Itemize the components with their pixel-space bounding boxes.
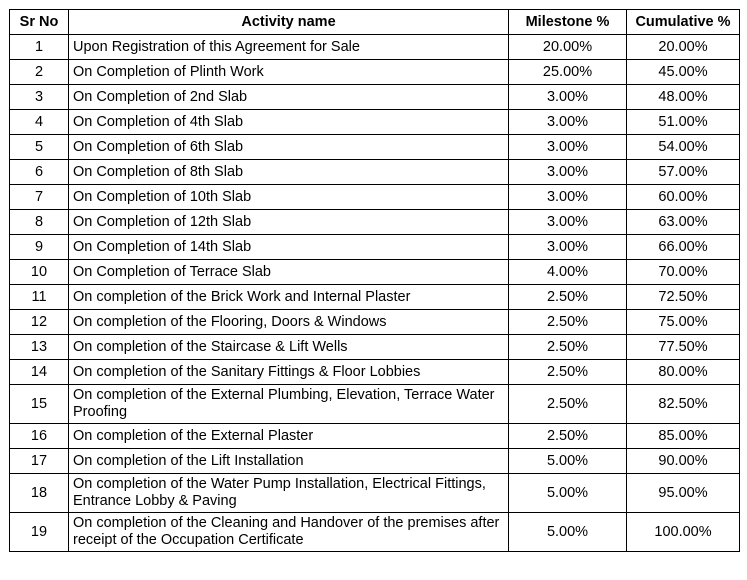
milestone-cell: 2.50% — [509, 385, 627, 424]
sr-no-cell: 2 — [10, 60, 69, 85]
sr-no-cell: 14 — [10, 360, 69, 385]
sr-no-cell: 16 — [10, 424, 69, 449]
sr-no-cell: 12 — [10, 310, 69, 335]
activity-cell: On Completion of Terrace Slab — [69, 260, 509, 285]
activity-cell: On Completion of 4th Slab — [69, 110, 509, 135]
activity-cell: On completion of the Flooring, Doors & Windows — [69, 310, 509, 335]
sr-no-cell: 13 — [10, 335, 69, 360]
cumulative-cell: 60.00% — [627, 185, 740, 210]
cumulative-cell: 48.00% — [627, 85, 740, 110]
milestone-cell: 2.50% — [509, 285, 627, 310]
sr-no-cell: 11 — [10, 285, 69, 310]
milestone-cell: 3.00% — [509, 135, 627, 160]
milestone-cell: 3.00% — [509, 85, 627, 110]
payment-schedule-table — [9, 9, 740, 552]
sr-no-cell: 1 — [10, 35, 69, 60]
sr-no-cell: 18 — [10, 474, 69, 513]
activity-cell: Upon Registration of this Agreement for Sale — [69, 35, 509, 60]
activity-cell: On completion of the Water Pump Installation, Electrical Fittings, Entrance Lobby & Paving — [69, 474, 509, 513]
activity-cell: On Completion of Plinth Work — [69, 60, 509, 85]
table-row — [10, 513, 740, 552]
activity-cell: On Completion of 2nd Slab — [69, 85, 509, 110]
cumulative-cell: 80.00% — [627, 360, 740, 385]
table-row — [10, 160, 740, 185]
cumulative-cell: 63.00% — [627, 210, 740, 235]
cumulative-cell: 20.00% — [627, 35, 740, 60]
cumulative-cell: 54.00% — [627, 135, 740, 160]
activity-cell: On completion of the Brick Work and Internal Plaster — [69, 285, 509, 310]
sr-no-cell: 4 — [10, 110, 69, 135]
milestone-cell: 5.00% — [509, 474, 627, 513]
table-row — [10, 285, 740, 310]
sr-no-cell: 15 — [10, 385, 69, 424]
sr-no-cell: 10 — [10, 260, 69, 285]
table-row — [10, 135, 740, 160]
header-activity-name: Activity name — [69, 10, 509, 35]
table-row — [10, 235, 740, 260]
sr-no-cell: 6 — [10, 160, 69, 185]
sr-no-cell: 19 — [10, 513, 69, 552]
sr-no-cell: 3 — [10, 85, 69, 110]
sr-no-cell: 7 — [10, 185, 69, 210]
table-row — [10, 424, 740, 449]
table-header-row — [10, 10, 740, 35]
activity-cell: On Completion of 14th Slab — [69, 235, 509, 260]
milestone-cell: 2.50% — [509, 310, 627, 335]
activity-cell: On Completion of 6th Slab — [69, 135, 509, 160]
cumulative-cell: 45.00% — [627, 60, 740, 85]
header-sr-no: Sr No — [10, 10, 69, 35]
cumulative-cell: 82.50% — [627, 385, 740, 424]
table-row — [10, 474, 740, 513]
cumulative-cell: 57.00% — [627, 160, 740, 185]
sr-no-cell: 9 — [10, 235, 69, 260]
table-row — [10, 110, 740, 135]
cumulative-cell: 90.00% — [627, 449, 740, 474]
table-row — [10, 35, 740, 60]
header-cumulative-percent: Cumulative % — [627, 10, 740, 35]
cumulative-cell: 51.00% — [627, 110, 740, 135]
sr-no-cell: 5 — [10, 135, 69, 160]
activity-cell: On completion of the External Plaster — [69, 424, 509, 449]
activity-cell: On Completion of 12th Slab — [69, 210, 509, 235]
cumulative-cell: 72.50% — [627, 285, 740, 310]
table-row — [10, 210, 740, 235]
sr-no-cell: 17 — [10, 449, 69, 474]
milestone-cell: 5.00% — [509, 513, 627, 552]
milestone-cell: 5.00% — [509, 449, 627, 474]
activity-cell: On Completion of 10th Slab — [69, 185, 509, 210]
activity-cell: On completion of the Staircase & Lift Wells — [69, 335, 509, 360]
cumulative-cell: 100.00% — [627, 513, 740, 552]
milestone-cell: 20.00% — [509, 35, 627, 60]
cumulative-cell: 85.00% — [627, 424, 740, 449]
activity-cell: On completion of the Cleaning and Handover of the premises after receipt of the Occupation Certificate — [69, 513, 509, 552]
cumulative-cell: 75.00% — [627, 310, 740, 335]
milestone-cell: 2.50% — [509, 424, 627, 449]
table-row — [10, 85, 740, 110]
table-row — [10, 185, 740, 210]
table-row — [10, 310, 740, 335]
milestone-cell: 25.00% — [509, 60, 627, 85]
milestone-cell: 3.00% — [509, 235, 627, 260]
table-row — [10, 335, 740, 360]
milestone-cell: 3.00% — [509, 210, 627, 235]
cumulative-cell: 77.50% — [627, 335, 740, 360]
milestone-cell: 3.00% — [509, 160, 627, 185]
cumulative-cell: 66.00% — [627, 235, 740, 260]
table-row — [10, 260, 740, 285]
activity-cell: On completion of the Lift Installation — [69, 449, 509, 474]
header-milestone-percent: Milestone % — [509, 10, 627, 35]
activity-cell: On Completion of 8th Slab — [69, 160, 509, 185]
milestone-cell: 4.00% — [509, 260, 627, 285]
table-row — [10, 449, 740, 474]
milestone-cell: 3.00% — [509, 110, 627, 135]
cumulative-cell: 70.00% — [627, 260, 740, 285]
milestone-cell: 2.50% — [509, 335, 627, 360]
table-row — [10, 385, 740, 424]
activity-cell: On completion of the External Plumbing, Elevation, Terrace Water Proofing — [69, 385, 509, 424]
table-row — [10, 60, 740, 85]
sr-no-cell: 8 — [10, 210, 69, 235]
table-row — [10, 360, 740, 385]
milestone-cell: 3.00% — [509, 185, 627, 210]
activity-cell: On completion of the Sanitary Fittings & Floor Lobbies — [69, 360, 509, 385]
cumulative-cell: 95.00% — [627, 474, 740, 513]
milestone-cell: 2.50% — [509, 360, 627, 385]
